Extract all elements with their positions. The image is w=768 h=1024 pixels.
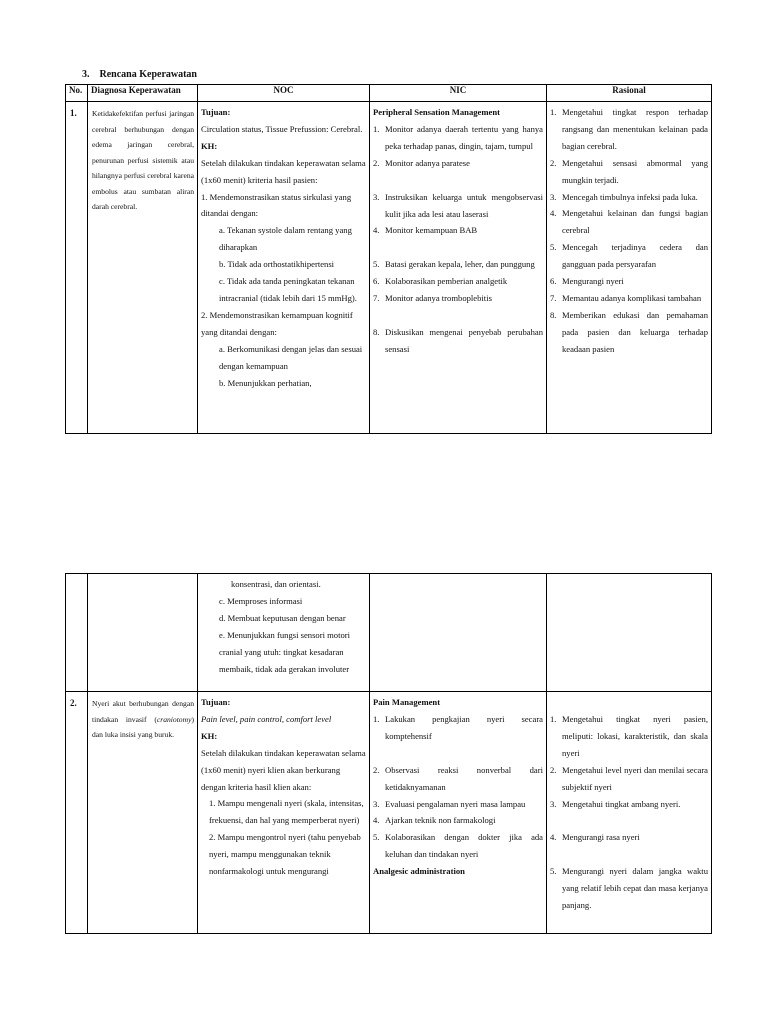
list-item: 6. Kolaborasikan pemberian analgetik	[373, 276, 508, 287]
noc-item: 2. Mampu mengontrol nyeri (tahu penyebab nyeri, mampu menggunakan teknik nonfarmakologi untuk mengurangi	[209, 832, 361, 877]
noc-subitem: b. Tidak ada orthostatikhipertensi	[219, 259, 335, 270]
tujuan-label: Tujuan:	[201, 697, 231, 707]
care-plan-table-page2	[65, 573, 712, 934]
list-item: 3. Instruksikan keluarga untuk mengobservasi kulit jika ada lesi atau laserasi	[373, 191, 543, 219]
list-item: 3. Evaluasi pengalaman nyeri masa lampau	[373, 798, 526, 809]
noc-item: 2. Mendemonstrasikan kemampuan kognitif yang ditandai dengan:	[201, 309, 353, 337]
noc-subitem: a. Tekanan systole dalam rentang yang diharapkan	[219, 225, 352, 253]
nic-cell	[370, 692, 547, 934]
noc-continued-cell	[198, 574, 370, 692]
table-row	[66, 102, 712, 434]
noc-item: 1. Mampu mengenali nyeri (skala, intensitas, frekuensi, dan hal yang memperberat nyeri)	[209, 798, 364, 826]
table-row	[66, 574, 712, 692]
header-noc: NOC	[198, 85, 370, 102]
list-item: 3. Mencegah timbulnya infeksi pada luka.	[550, 191, 698, 202]
noc-subitem: e. Menunjukkan fungsi sensori motori cranial yang utuh: tingkat kesadaran membaik, tidak ada gerakan involuter	[219, 629, 351, 674]
kh-label: KH:	[201, 730, 218, 741]
rasional-cell	[547, 102, 712, 434]
table-row	[66, 692, 712, 934]
list-item: 1. Lakukan pengkajian nyeri secara komptehensif	[373, 713, 543, 741]
list-item: 4. Ajarkan teknik non farmakologi	[373, 815, 496, 826]
header-diagnosa: Diagnosa Keperawatan	[88, 85, 198, 102]
nic-title-2: Analgesic administration	[373, 866, 465, 877]
section-number: 3.	[82, 69, 90, 80]
nic-title: Pain Management	[373, 697, 441, 707]
header-no: No.	[66, 85, 88, 102]
header-nic: NIC	[370, 85, 547, 102]
noc-cell	[198, 692, 370, 934]
list-item: 6. Mengurangi nyeri	[550, 276, 624, 287]
list-item: 2. Observasi reaksi nonverbal dari ketidaknyamanan	[373, 764, 543, 792]
noc-continued-line: konsentrasi, dan orientasi.	[231, 579, 321, 589]
list-item: 2. Monitor adanya paratese	[373, 157, 470, 168]
list-item: 4. Mengetahui kelainan dan fungsi bagian cerebral	[550, 208, 708, 236]
table-header-row	[66, 85, 712, 102]
noc-subitem: a. Berkomunikasi dengan jelas dan sesuai dengan kemampuan	[219, 343, 363, 371]
nic-title: Peripheral Sensation Management	[373, 107, 500, 117]
care-plan-table-page1	[65, 84, 712, 434]
kh-text: Setelah dilakukan tindakan keperawatan selama (1x60 menit) nyeri klien akan berkurang dengan kriteria hasil klien akan:	[201, 747, 366, 792]
noc-subitem: c. Tidak ada tanda peningkatan tekanan intracranial (tidak lebih dari 15 mmHg).	[219, 276, 357, 303]
list-item: 4. Monitor kemampuan BAB	[373, 225, 478, 236]
diagnosis-cell: Ketidakefektifan perfusi jaringan cerebral berhubungan dengan edema jaringan cerebral, penurunan perfusi sistemik atau hilangnya perfusi cerebral karena embolus atau sumbatan aliran darah cerebral.	[88, 102, 198, 434]
list-item: 1. Mengetahui tingkat nyeri pasien, meliputi: lokasi, karakteristik, dan skala nyeri	[550, 714, 708, 758]
list-item: 8. Diskusikan mengenai penyebab perubahan sensasi	[373, 327, 543, 354]
noc-subitem: b. Menunjukkan perhatian,	[219, 377, 312, 388]
tujuan-text: Pain level, pain control, comfort level	[201, 713, 332, 724]
list-item: 5. Kolaborasikan dengan dokter jika ada keluhan dan tindakan nyeri	[373, 832, 543, 860]
list-item: 8. Memberikan edukasi dan pemahaman pada pasien dan keluarga terhadap keadaan pasien	[550, 309, 708, 354]
section-title: Rencana Keperawatan	[99, 69, 197, 80]
row-number: 1.	[66, 102, 88, 434]
rasional-cell	[547, 692, 712, 934]
list-item: 4. Mengurangi rasa nyeri	[550, 832, 640, 843]
list-item: 2. Mengetahui sensasi abmormal yang mungkin terjadi.	[550, 157, 708, 185]
kh-text: Setelah dilakukan tindakan keperawatan selama (1x60 menit) kriteria hasil pasien:	[201, 157, 366, 185]
list-item: 7. Monitor adanya tromboplebitis	[373, 293, 492, 304]
section-heading	[82, 69, 197, 80]
list-item: 5. Mengurangi nyeri dalam jangka waktu yang relatif lebih cepat dan masa kerjanya panjang.	[550, 866, 708, 911]
list-item: 2. Mengetahui level nyeri dan menilai secara subjektif nyeri	[550, 764, 708, 792]
list-item: 1. Monitor adanya daerah tertentu yang hanya peka terhadap panas, dingin, tajam, tumpul	[373, 123, 543, 151]
tujuan-label: Tujuan:	[201, 107, 231, 117]
tujuan-text: Circulation status, Tissue Prefussion: Cerebral.	[201, 123, 363, 134]
list-item: 7. Memantau adanya komplikasi tambahan	[550, 292, 702, 303]
list-item: 1. Mengetahui tingkat respon terhadap rangsang dan menentukan kelainan pada bagian cerebral.	[550, 107, 708, 151]
noc-subitem: d. Membuat keputusan dengan benar	[219, 612, 346, 623]
list-item: 5. Mencegah terjadinya cedera dan gangguan pada persyarafan	[550, 242, 708, 270]
noc-cell	[198, 102, 370, 434]
nic-cell	[370, 102, 547, 434]
diagnosis-cell: Nyeri akut berhubungan dengan tindakan invasif (craniotomy) dan luka insisi yang buruk.	[88, 692, 198, 934]
kh-label: KH:	[201, 140, 218, 151]
row-number: 2.	[66, 692, 88, 934]
noc-item: 1. Mendemonstrasikan status sirkulasi yang ditandai dengan:	[201, 191, 352, 219]
header-rasional: Rasional	[547, 85, 712, 102]
list-item: 5. Batasi gerakan kepala, leher, dan punggung	[373, 259, 535, 270]
noc-subitem: c. Memproses informasi	[219, 595, 303, 606]
list-item: 3. Mengetahui tingkat ambang nyeri.	[550, 798, 681, 809]
